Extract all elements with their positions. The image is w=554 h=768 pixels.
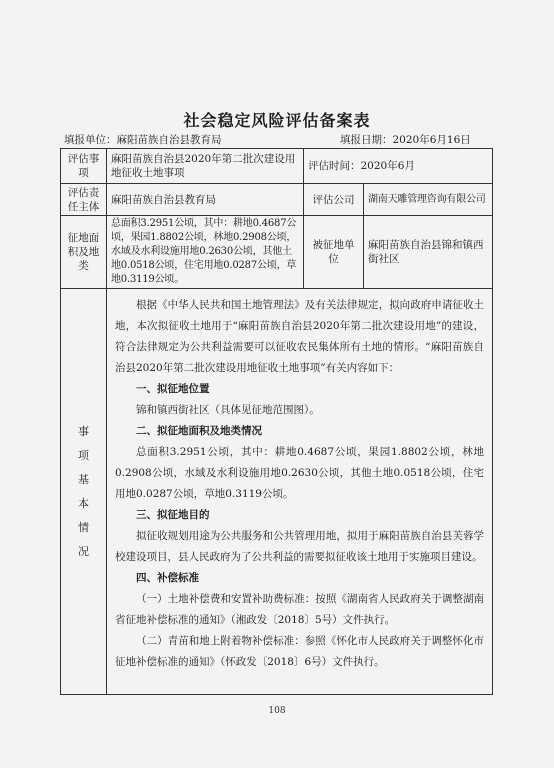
page-number: 108 [268,706,286,716]
compensation-paragraph-1: （一）土地补偿费和安置补助费标准：按照《湖南省人民政府关于调整湖南省征地补偿标准的通知》（湘政发〔2018〕5号）文件执行。 [115,593,484,626]
section-heading: 二、拟征地面积及地类情况 [136,425,262,437]
table-row [61,216,493,289]
expropriated-unit-label: 被征地单位 [304,216,364,289]
assessment-company-value: 湖南天雕管理咨询有限公司 [364,184,493,216]
assessment-item-label: 评估事项 [61,149,107,184]
purpose-paragraph: 拟征收规划用途为公共服务和公共管理用地，拟用于麻阳苗族自治县芙蓉学校建设项目，县人民政府为了公共利益的需要拟征收该土地用于实施项目建设。 [115,530,484,563]
land-area-label: 征地面积及地类 [61,216,107,289]
assessment-company-label: 评估公司 [304,184,364,216]
section-heading: 四、补偿标准 [136,572,199,584]
basic-situation-label: 事 项 基 本 情 况 [61,289,107,695]
area-paragraph: 总面积3.2951公顷，其中：耕地0.4687公顷，果园1.8802公顷，林地0.2908公顷，水域及水利设施用地0.2630公顷，其他土地0.0518公顷，住宅用地0.0287公顷，草地0.3119公顷。 [115,446,484,500]
responsible-party-value: 麻阳苗族自治县教育局 [107,184,304,216]
document-title: 社会稳定风险评估备案表 [183,111,371,130]
responsible-party-label: 评估责任主体 [61,184,107,216]
table-row [61,149,493,184]
intro-paragraph: 根据《中华人民共和国土地管理法》及有关法律规定，拟向政府申请征收土地，本次拟征收土地用于“麻阳苗族自治县2020年第二批次建设用地”的建设，符合法律规定为公共利益需要可以征收农民集体所有土地的情形。“麻阳苗族自治县2020年第二批次建设用地征收土地事项”有关内容如下： [115,299,484,374]
reporting-date: 填报日期：2020年6月16日 [340,134,471,146]
basic-situation-content [107,289,493,695]
reporting-unit: 填报单位：麻阳苗族自治县教育局 [64,134,222,146]
compensation-paragraph-2: （二）青苗和地上附着物补偿标准：参照《怀化市人民政府关于调整怀化市征地补偿标准的通知》（怀政发〔2018〕6号）文件执行。 [115,635,484,668]
assessment-item-value: 麻阳苗族自治县2020年第二批次建设用地征收土地事项 [107,149,304,184]
section-heading: 一、拟征地位置 [136,383,210,395]
assessment-time: 评估时间：2020年6月 [304,149,493,184]
land-area-value: 总面积3.2951公顷，其中：耕地0.4687公顷，果园1.8802公顷，林地0.2908公顷，水域及水利设施用地0.2630公顷，其他土地0.0518公顷，住宅用地0.0287公顷，草地0.3119公顷。 [107,216,304,289]
section-heading: 三、拟征地目的 [136,509,210,521]
table-row [61,289,493,695]
filing-form-table [60,148,493,695]
location-paragraph: 锦和镇西街社区（具体见征地范围图）。 [136,404,320,416]
table-row [61,184,493,216]
expropriated-unit-value: 麻阳苗族自治县锦和镇西街社区 [364,216,493,289]
